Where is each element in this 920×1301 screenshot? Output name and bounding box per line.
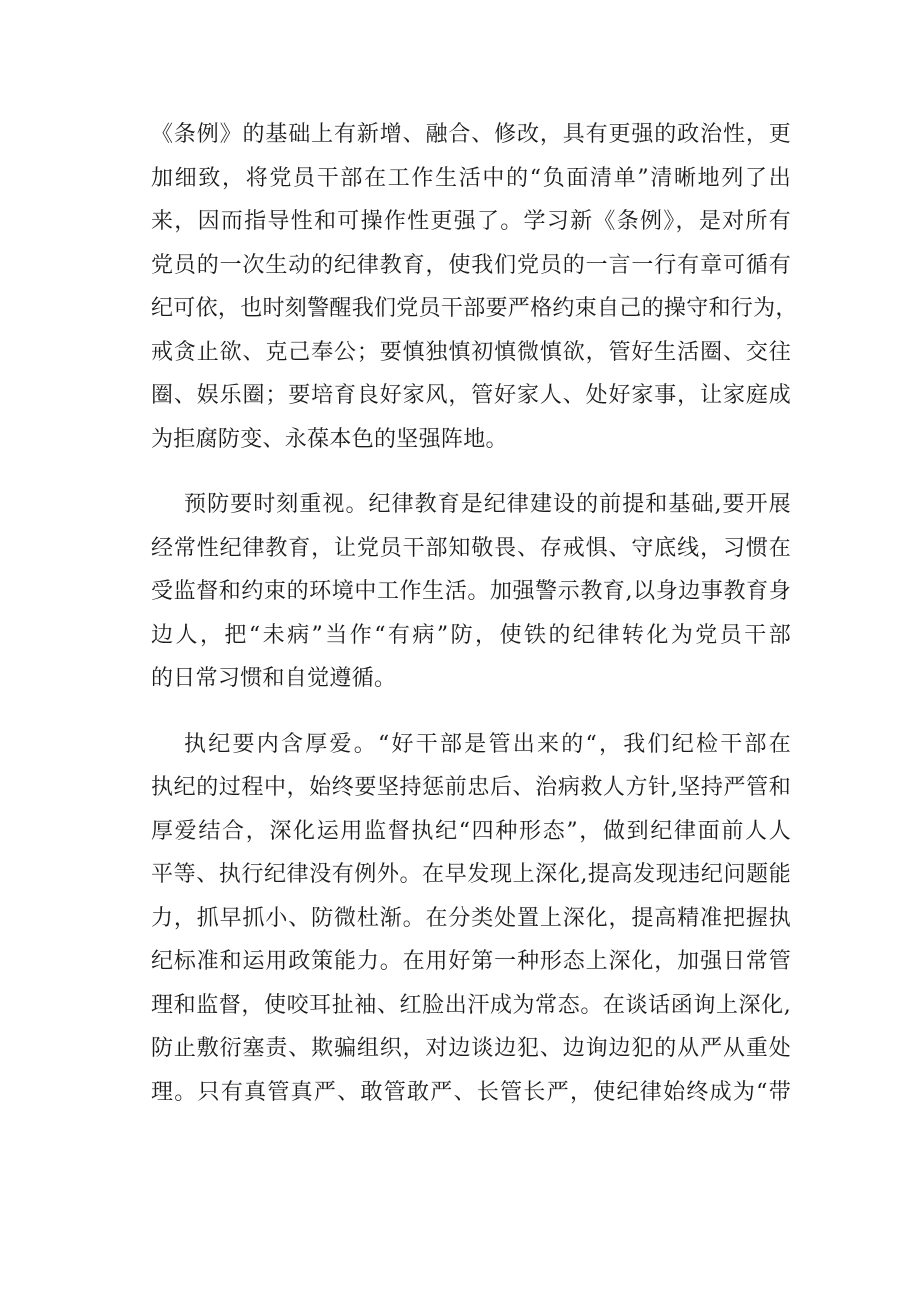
paragraph-1-line-7: 圈、娱乐圈；要培育良好家风，管好家人、处好家事，让家庭成 <box>151 383 791 408</box>
paragraph-3-line-3: 厚爱结合，深化运用监督执纪“四种形态”，做到纪律面前人人 <box>151 819 791 844</box>
paragraph-3-line-1: 执纪要内含厚爱。“好干部是管出来的“，我们纪检干部在 <box>184 732 791 757</box>
paragraph-1-line-6: 戒贪止欲、克己奉公；要慎独慎初慎微慎欲，管好生活圈、交往 <box>151 340 791 365</box>
paragraph-1-line-1: 《条例》的基础上有新增、融合、修改，具有更强的政治性，更 <box>151 122 791 147</box>
paragraph-3-line-4: 平等、执行纪律没有例外。在早发现上深化,提高发现违纪问题能 <box>151 862 791 887</box>
paragraph-3-line-9: 理。只有真管真严、敢管敢严、长管长严，使纪律始终成为“带 <box>151 1080 791 1105</box>
paragraph-3-line-2: 执纪的过程中，始终要坚持惩前忠后、治病救人方针,坚持严管和 <box>151 775 791 800</box>
paragraph-3-line-6: 纪标准和运用政策能力。在用好第一种形态上深化，加强日常管 <box>151 949 791 974</box>
paragraph-2-line-2: 经常性纪律教育，让党员干部知敬畏、存戒惧、守底线，习惯在 <box>151 536 791 561</box>
paragraph-2-line-5: 的日常习惯和自觉遵循。 <box>151 666 397 691</box>
paragraph-3-line-7: 理和监督，使咬耳扯袖、红脸出汗成为常态。在谈话函询上深化, <box>151 993 791 1018</box>
paragraph-3-line-5: 力，抓早抓小、防微杜渐。在分类处置上深化，提高精准把握执 <box>151 906 791 931</box>
paragraph-1-line-5: 纪可依，也时刻警醒我们党员干部要严格约束自己的操守和行为， <box>151 296 798 321</box>
paragraph-1-line-8: 为拒腐防变、永葆本色的坚强阵地。 <box>151 427 508 452</box>
paragraph-1-line-3: 来，因而指导性和可操作性更强了。学习新《条例》，是对所有 <box>151 209 791 234</box>
paragraph-1-line-2: 加细致，将党员干部在工作生活中的“负面清单”清晰地列了出 <box>151 166 791 191</box>
paragraph-3-line-8: 防止敷衍塞责、欺骗组织，对边谈边犯、边询边犯的从严从重处 <box>151 1036 791 1061</box>
paragraph-2-line-3: 受监督和约束的环境中工作生活。加强警示教育,以身边事教育身 <box>151 579 791 604</box>
paragraph-2-line-4: 边人，把“未病”当作“有病”防，使铁的纪律转化为党员干部 <box>151 623 791 648</box>
paragraph-2-line-1: 预防要时刻重视。纪律教育是纪律建设的前提和基础,要开展 <box>184 492 791 517</box>
paragraph-1-line-4: 党员的一次生动的纪律教育，使我们党员的一言一行有章可循有 <box>151 253 791 278</box>
